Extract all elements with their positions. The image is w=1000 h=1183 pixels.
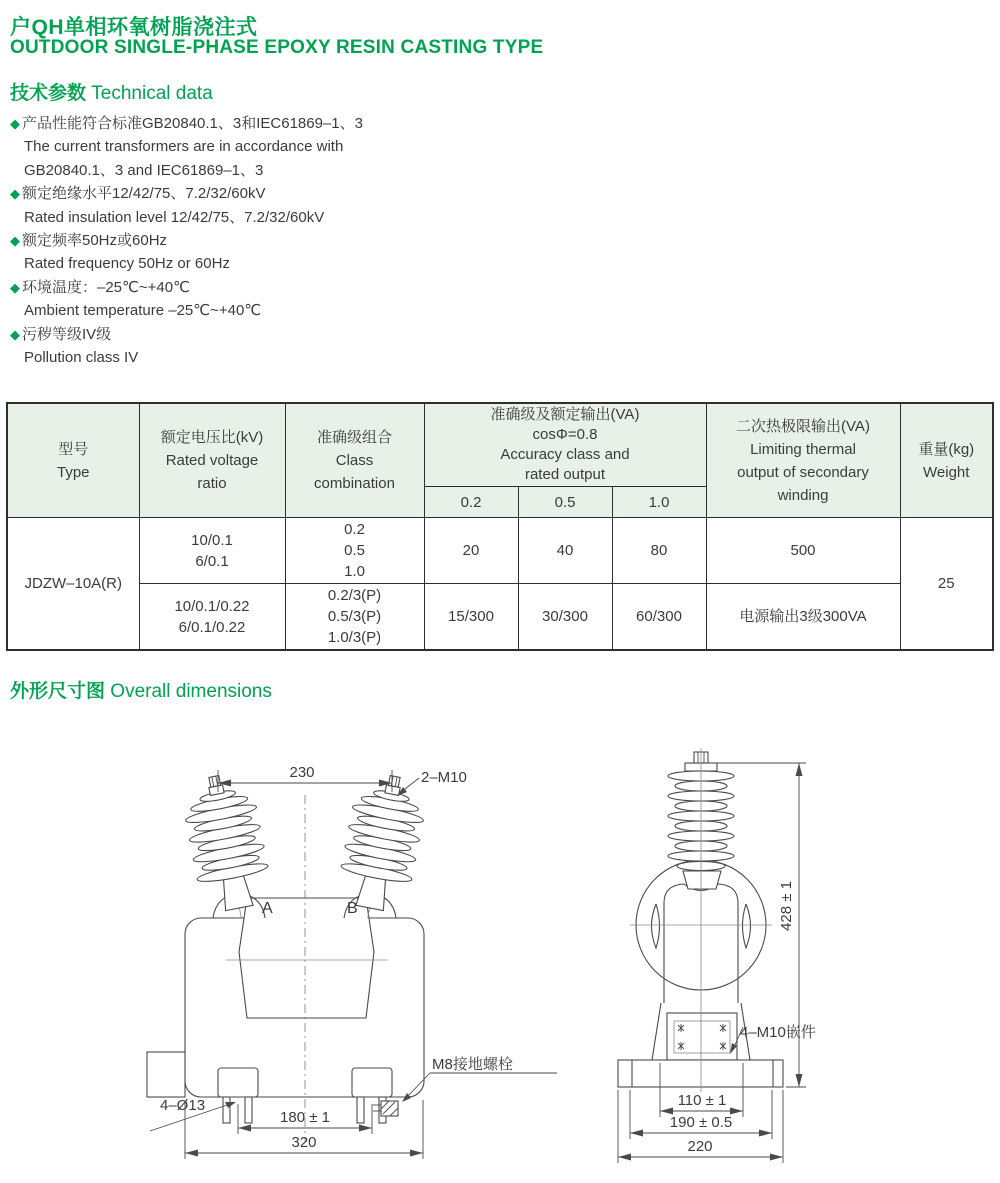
side-view-drawing [598, 742, 848, 1183]
col-header-accuracy-output [424, 403, 706, 487]
col-header-limiting-thermal-output [706, 403, 900, 518]
cell-line: 1.0 [344, 563, 365, 580]
spec-en: Pollution class IV [24, 349, 139, 367]
callout-4-m10-inserts [730, 1024, 816, 1054]
terminal-label-b: B [347, 900, 358, 917]
cell-line: 10/0.1 [191, 531, 233, 549]
section-technical-data-en: Technical data [91, 83, 213, 104]
cell-line: 0.2 [344, 521, 365, 538]
col-header-acc-0.5: 0.5 [518, 487, 612, 518]
spec-en: Rated frequency 50Hz or 60Hz [24, 255, 230, 273]
cell-line: 1.0/3(P) [327, 629, 382, 646]
diamond-bullet-icon: ◆ [10, 279, 20, 295]
section-overall-dimensions [10, 676, 272, 703]
svg-text:230: 230 [289, 764, 315, 781]
svg-text:220: 220 [687, 1138, 713, 1155]
spec-table [6, 402, 994, 651]
spec-zh: 额定绝缘水平12/42/75、7.2/32/60kV [22, 185, 266, 203]
col-header-class-combination [285, 403, 424, 518]
header-line: ratio [197, 475, 227, 492]
cell-line: 0.5/3(P) [327, 608, 382, 625]
svg-text:4–M10嵌件: 4–M10嵌件 [740, 1024, 816, 1041]
header-line: 准确级及额定输出(VA) [490, 406, 640, 423]
header-line: combination [314, 475, 395, 492]
cell-class [285, 518, 424, 584]
header-line: Weight [923, 463, 970, 481]
list-item [10, 229, 490, 276]
header-line: output of secondary [737, 463, 869, 481]
section-overall-dimensions-en: Overall dimensions [110, 681, 272, 702]
table-row [7, 584, 993, 651]
svg-text:180 ± 1: 180 ± 1 [280, 1109, 330, 1126]
page-title-zh: 户QH单相环氧树脂浇注式 [10, 16, 258, 39]
spec-zh: 污秽等级IV级 [22, 325, 112, 343]
svg-text:190 ± 0.5: 190 ± 0.5 [669, 1114, 733, 1131]
spec-zh: 环境温度：–25℃~+40℃ [22, 278, 190, 296]
cell-acc-1.0: 60/300 [612, 584, 706, 651]
header-line: cosΦ=0.8 [532, 426, 598, 443]
svg-text:M8接地螺栓: M8接地螺栓 [432, 1056, 513, 1073]
col-header-weight [900, 403, 993, 518]
terminal-bolt-icon [209, 775, 221, 787]
table-row [7, 518, 993, 584]
list-item [10, 112, 490, 182]
spec-en: The current transformers are in accordance with [24, 138, 344, 156]
diamond-bullet-icon: ◆ [10, 186, 20, 202]
col-header-acc-0.2: 0.2 [424, 487, 518, 518]
dimension-180 [238, 1104, 372, 1134]
spec-zh: 产品性能符合标准GB20840.1、3和IEC61869–1、3 [22, 115, 363, 132]
pedestal-left-edge [652, 1003, 661, 1060]
header-line: 二次热极限输出(VA) [736, 417, 870, 435]
cell-thermal: 500 [706, 518, 900, 584]
cell-acc-0.5: 40 [518, 518, 612, 584]
svg-text:4–Ø13: 4–Ø13 [160, 1097, 206, 1114]
svg-text:110 ± 1: 110 ± 1 [677, 1092, 727, 1109]
section-technical-data-zh: 技术参数 [10, 83, 87, 104]
spec-bullet-list [10, 112, 490, 369]
list-item [10, 276, 490, 323]
dimension-230 [218, 764, 392, 792]
spec-en: Rated insulation level 12/42/75、7.2/32/60kV [24, 208, 325, 226]
cell-acc-0.2: 20 [424, 518, 518, 584]
cell-weight: 25 [900, 518, 993, 651]
cell-line: 0.2/3(P) [327, 587, 382, 604]
svg-text:2–M10: 2–M10 [421, 769, 467, 786]
cell-line: 0.5 [344, 542, 365, 559]
ground-bolt-symbol [373, 1101, 398, 1116]
cell-acc-0.2: 15/300 [424, 584, 518, 651]
page-title-en: OUTDOOR SINGLE-PHASE EPOXY RESIN CASTING TYPE [10, 37, 544, 58]
svg-text:428 ± 1: 428 ± 1 [778, 881, 795, 931]
col-header-type [7, 403, 139, 518]
diamond-bullet-icon: ◆ [10, 326, 20, 342]
section-overall-dimensions-zh: 外形尺寸图 [10, 681, 106, 702]
svg-text:320: 320 [291, 1134, 317, 1151]
spec-en: GB20840.1、3 and IEC61869–1、3 [24, 161, 264, 179]
header-line: Limiting thermal [750, 440, 856, 458]
header-line: 重量(kg) [918, 440, 975, 458]
section-technical-data [10, 78, 213, 105]
header-line: Class [335, 452, 374, 469]
diamond-bullet-icon: ◆ [10, 116, 20, 131]
cell-ratio [139, 518, 285, 584]
header-line: Accuracy class and [500, 446, 630, 463]
callout-2-M10 [397, 769, 467, 796]
cell-acc-0.5: 30/300 [518, 584, 612, 651]
cell-ratio [139, 584, 285, 651]
col-header-acc-1.0: 1.0 [612, 487, 706, 518]
front-view-drawing [130, 742, 590, 1183]
diamond-bullet-icon: ◆ [10, 233, 20, 249]
cell-type: JDZW–10A(R) [7, 518, 139, 651]
cell-thermal: 电源输出3级300VA [706, 584, 900, 651]
header-line: Type [56, 463, 90, 481]
list-item [10, 323, 490, 370]
cell-line: 6/0.1/0.22 [178, 618, 246, 636]
header-line: 型号 [58, 440, 89, 458]
cell-class [285, 584, 424, 651]
insert-plate [667, 1013, 737, 1060]
base-plate [618, 1060, 783, 1087]
spec-zh: 额定频率50Hz或60Hz [22, 232, 168, 250]
header-line: 准确级组合 [316, 429, 392, 446]
callout-m8-ground-bolt [402, 1055, 557, 1102]
cell-acc-1.0: 80 [612, 518, 706, 584]
list-item [10, 182, 490, 229]
spec-en: Ambient temperature –25℃~+40℃ [24, 302, 262, 320]
terminal-label-a: A [262, 900, 273, 917]
terminal-box-outline [147, 1052, 185, 1097]
header-line: winding [777, 486, 829, 504]
header-line: rated output [524, 466, 606, 483]
terminal-bolt-icon [388, 775, 400, 787]
header-line: Rated voltage [165, 452, 259, 469]
cell-line: 6/0.1 [195, 552, 229, 570]
col-header-rated-voltage-ratio [139, 403, 285, 518]
header-line: 额定电压比(kV) [160, 429, 264, 446]
cell-line: 10/0.1/0.22 [174, 597, 250, 615]
